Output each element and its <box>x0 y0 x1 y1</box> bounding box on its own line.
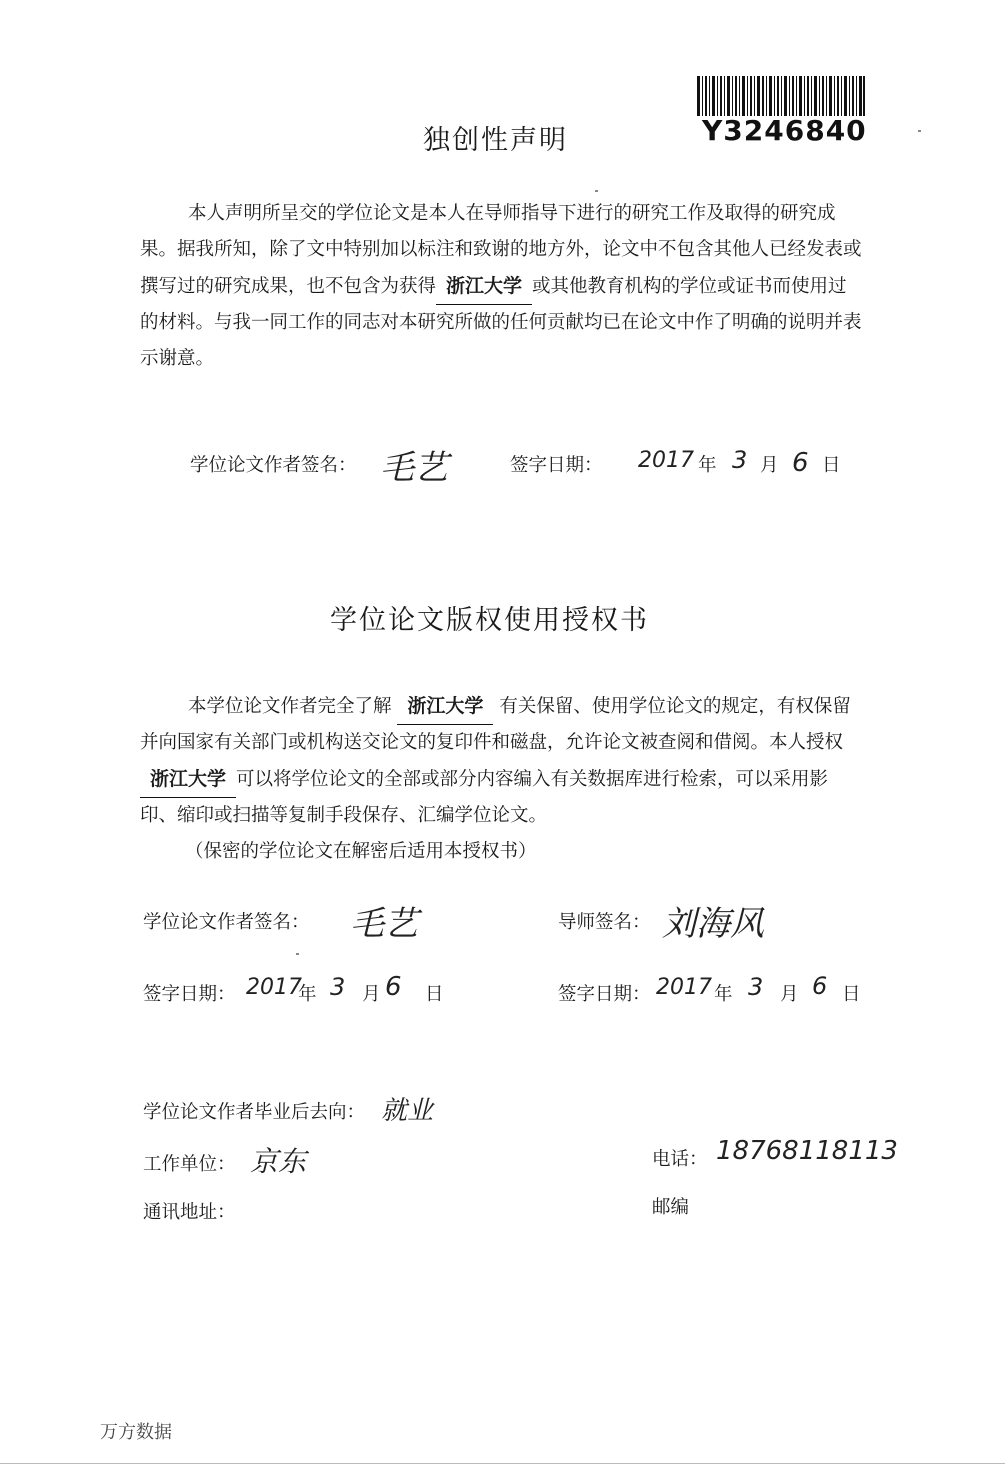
barcode-number: Y3246840 <box>702 114 867 147</box>
supervisor-date-label: 签字日期： <box>558 984 651 1005</box>
declaration-date-month: 3 <box>732 446 748 474</box>
declaration-text-2: 或其他教育机构的学位或证书而使用过的材料。与我一同工作的同志对本研究所做的任何贡献均已在论文中作了明确的说明并表示谢意。 <box>140 276 862 369</box>
employer-label: 工作单位： <box>143 1154 236 1175</box>
destination-label: 学位论文作者毕业后去向： <box>143 1102 366 1123</box>
authorization-text-1: 本学位论文作者完全了解 <box>188 696 392 717</box>
phone-value: 18768118113 <box>716 1136 898 1166</box>
author-date-label: 签字日期： <box>143 984 236 1005</box>
supervisor-year-unit: 年 <box>714 984 733 1005</box>
scan-edge-line <box>0 1463 1005 1464</box>
declaration-paragraph <box>140 196 862 377</box>
author-date-year: 2017 <box>246 975 302 1000</box>
declaration-author-signature: 毛艺 <box>380 448 448 488</box>
scan-speck <box>918 130 921 132</box>
supervisor-day-unit: 日 <box>842 984 861 1005</box>
postcode-label: 邮编 <box>652 1197 690 1218</box>
authorization-text-3: 可以将学位论文的全部或部分内容编入有关数据库进行检索，可以采用影印、缩印或扫描等复制手段保存、汇编学位论文。 <box>140 769 829 826</box>
destination-value: 就业 <box>381 1096 434 1126</box>
authorization-title: 学位论文版权使用授权书 <box>330 605 649 636</box>
supervisor-date-year: 2017 <box>656 975 712 1000</box>
supervisor-signature: 刘海风 <box>662 904 764 944</box>
declaration-month-unit: 月 <box>760 455 779 476</box>
supervisor-date-month: 3 <box>748 973 764 1001</box>
supervisor-month-unit: 月 <box>780 984 799 1005</box>
declaration-title: 独创性声明 <box>423 125 568 156</box>
declaration-text-1: 本人声明所呈交的学位论文是本人在导师指导下进行的研究工作及取得的研究成果。据我所知，除了文中特别加以标注和致谢的地方外，论文中不包含其他人已经发表或撰写过的研究成果，也不包含为获得 <box>140 203 862 297</box>
confidential-note: （保密的学位论文在解密后适用本授权书） <box>185 841 537 862</box>
barcode <box>697 76 865 116</box>
address-label: 通讯地址： <box>143 1202 236 1223</box>
wanfang-watermark: 万方数据 <box>100 1422 172 1443</box>
authorization-text-2: 有关保留、使用学位论文的规定，有权保留并向国家有关部门或机构送交论文的复印件和磁盘，允许论文被查阅和借阅。本人授权 <box>140 696 851 753</box>
author-date-day: 6 <box>385 972 402 1002</box>
authorization-university-fill-1: 浙江大学 <box>397 688 493 725</box>
declaration-year-unit: 年 <box>698 455 717 476</box>
declaration-date-day: 6 <box>792 448 809 478</box>
scan-speck <box>296 953 299 955</box>
author-day-unit: 日 <box>425 984 444 1005</box>
phone-label: 电话： <box>652 1149 708 1170</box>
employer-value: 京东 <box>250 1145 307 1178</box>
declaration-date-year: 2017 <box>638 448 694 473</box>
declaration-date-label: 签字日期： <box>510 455 603 476</box>
declaration-university-fill: 浙江大学 <box>436 268 532 305</box>
supervisor-date-day: 6 <box>812 972 828 1000</box>
scan-speck <box>595 190 598 192</box>
author-year-unit: 年 <box>298 984 317 1005</box>
supervisor-sig-label: 导师签名： <box>558 912 651 933</box>
author-month-unit: 月 <box>362 984 381 1005</box>
declaration-author-sig-label: 学位论文作者签名： <box>190 455 357 476</box>
declaration-day-unit: 日 <box>822 455 841 476</box>
authorization-university-fill-2: 浙江大学 <box>140 761 236 798</box>
authorization-author-signature: 毛艺 <box>350 904 418 944</box>
authorization-paragraph <box>140 688 862 834</box>
author-date-month: 3 <box>330 973 346 1001</box>
authorization-author-sig-label: 学位论文作者签名： <box>143 912 310 933</box>
